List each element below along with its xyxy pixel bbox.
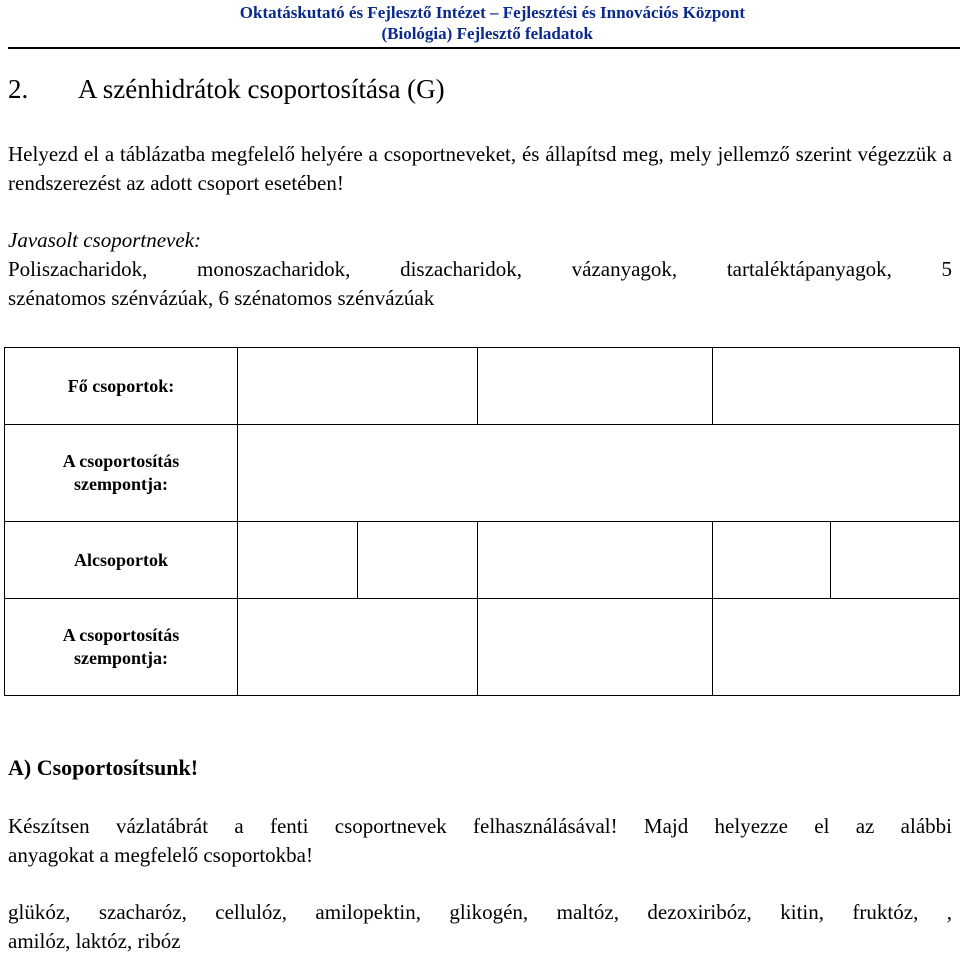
cell-subgroup-4a[interactable]: [713, 522, 831, 598]
cell-criterion-2c[interactable]: [713, 599, 960, 696]
header-subtitle: (Biológia) Fejlesztő feladatok: [381, 24, 593, 43]
label-criterion-1-line1: A csoportosítás: [62, 451, 180, 471]
suggested-names-line1: Poliszacharidok, monoszacharidok, diszacharidok, vázanyagok, tartaléktápanyagok, 5: [8, 257, 952, 281]
task-title: [8, 74, 445, 105]
cell-subgroup-4b[interactable]: [831, 522, 959, 598]
substance-list: [8, 898, 952, 956]
task-title-text: A szénhidrátok csoportosítása (G): [78, 74, 445, 104]
suggested-names: [8, 226, 952, 313]
classification-table: [4, 347, 960, 696]
section-a-heading: A) Csoportosítsunk!: [8, 755, 199, 780]
header-rule: [8, 47, 960, 49]
cell-subgroup-3[interactable]: [478, 522, 713, 599]
label-main-groups: Fő csoportok:: [5, 348, 238, 425]
row-criterion-1: [5, 425, 960, 522]
label-criterion-2-line2: szempontja:: [74, 648, 168, 668]
substance-list-line1: glükóz, szacharóz, cellulóz, amilopektin, glikogén, maltóz, dezoxiribóz, kitin, fruktóz, ,: [8, 900, 952, 924]
suggested-names-label: Javasolt csoportnevek:: [8, 228, 202, 252]
cell-main-group-2[interactable]: [478, 348, 713, 425]
label-criterion-2: [5, 599, 238, 696]
cell-criterion-2b[interactable]: [478, 599, 713, 696]
label-criterion-1: [5, 425, 238, 522]
cell-subgroup-4[interactable]: [713, 522, 960, 599]
section-a-text-line2: anyagokat a megfelelő csoportokba!: [8, 843, 313, 867]
substance-list-line2: amilóz, laktóz, ribóz: [8, 929, 181, 953]
row-subgroups: [5, 522, 960, 599]
task-number: 2.: [8, 74, 29, 104]
suggested-names-line2: szénatomos szénvázúak, 6 szénatomos szénvázúak: [8, 286, 435, 310]
cell-main-group-1[interactable]: [238, 348, 478, 425]
cell-subgroup-2[interactable]: [358, 522, 478, 599]
label-criterion-1-line2: szempontja:: [74, 474, 168, 494]
label-criterion-2-line1: A csoportosítás: [62, 625, 180, 645]
row-criterion-2: [5, 599, 960, 696]
header-institute: Oktatáskutató és Fejlesztő Intézet – Fejlesztési és Innovációs Központ: [239, 3, 745, 22]
cell-main-group-3[interactable]: [713, 348, 960, 425]
label-subgroups: Alcsoportok: [5, 522, 238, 599]
section-a-text-line1: Készítsen vázlatábrát a fenti csoportnevek felhasználásával! Majd helyezze el az alábbi: [8, 814, 952, 838]
cell-criterion-2a[interactable]: [238, 599, 478, 696]
section-a-instruction: [8, 812, 952, 870]
instruction-paragraph: Helyezd el a táblázatba megfelelő helyére a csoportneveket, és állapítsd meg, mely jellemző szerint végezzük a rendszerezést az adott csoport esetében!: [8, 142, 952, 195]
cell-subgroup-1[interactable]: [238, 522, 358, 599]
cell-criterion-1[interactable]: [238, 425, 960, 522]
row-main-groups: [5, 348, 960, 425]
